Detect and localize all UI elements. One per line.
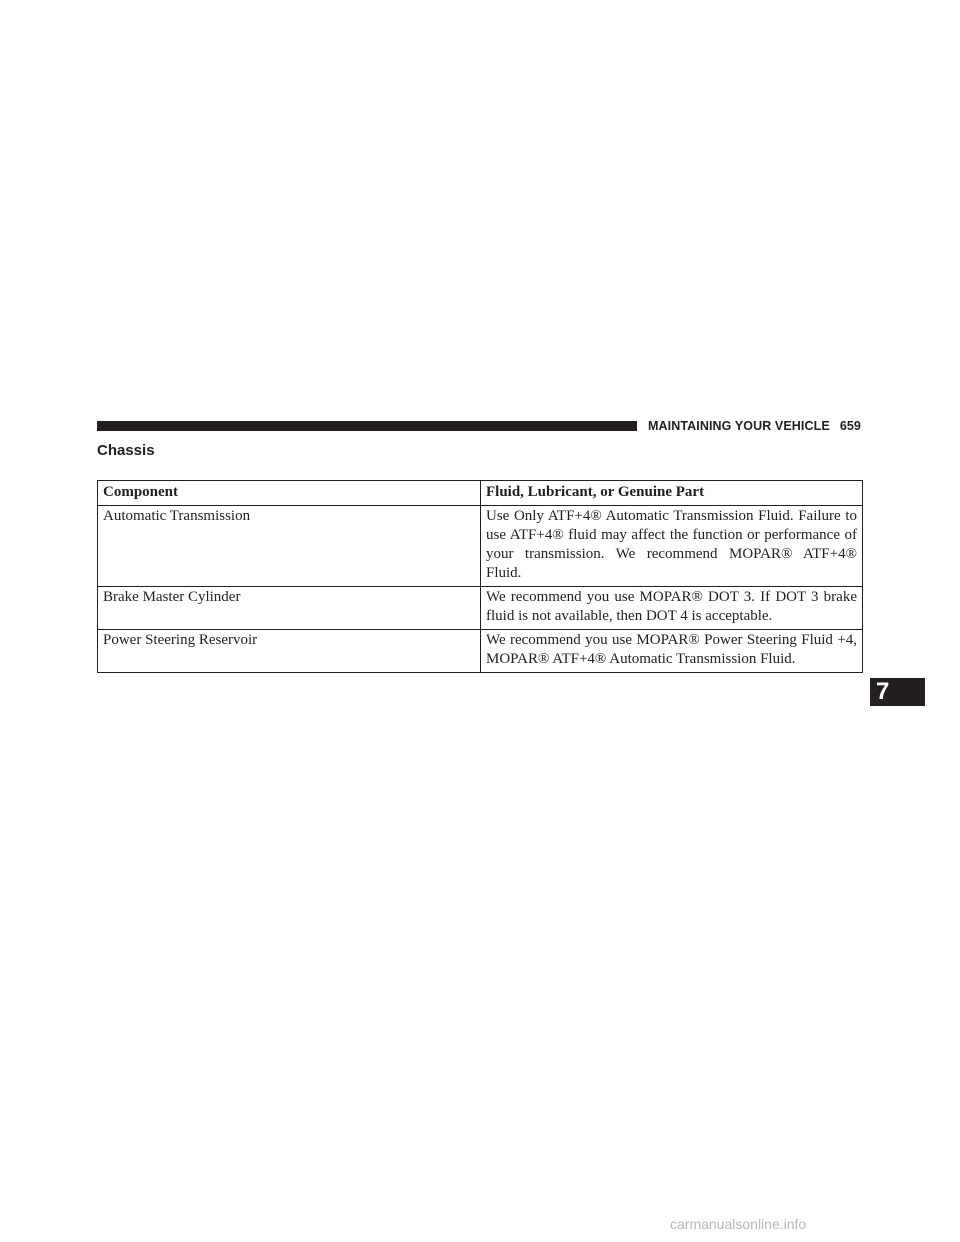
component-cell: Automatic Transmission xyxy=(98,506,481,587)
component-cell: Brake Master Cylinder xyxy=(98,587,481,630)
chapter-tab: 7 xyxy=(870,678,925,706)
table-row xyxy=(98,630,863,673)
section-title: Chassis xyxy=(97,442,155,459)
running-header xyxy=(648,418,861,434)
header-rule xyxy=(97,421,637,431)
fluid-cell: Use Only ATF+4® Automatic Transmission Fluid. Failure to use ATF+4® fluid may affect the function or performance of your transmission. We recommend MOPAR® ATF+4® Fluid. xyxy=(481,506,863,587)
fluid-cell: We recommend you use MOPAR® Power Steering Fluid +4, MOPAR® ATF+4® Automatic Transmission Fluid. xyxy=(481,630,863,673)
fluids-table xyxy=(97,480,863,673)
watermark: carmanualsonline.info xyxy=(670,1216,807,1232)
header-section-name: MAINTAINING YOUR VEHICLE xyxy=(648,419,830,433)
table-row xyxy=(98,506,863,587)
column-header-component: Component xyxy=(98,481,481,506)
fluid-cell: We recommend you use MOPAR® DOT 3. If DOT 3 brake fluid is not available, then DOT 4 is acceptable. xyxy=(481,587,863,630)
table-header-row xyxy=(98,481,863,506)
component-cell: Power Steering Reservoir xyxy=(98,630,481,673)
column-header-fluid: Fluid, Lubricant, or Genuine Part xyxy=(481,481,863,506)
page-number: 659 xyxy=(839,419,861,433)
table-row xyxy=(98,587,863,630)
